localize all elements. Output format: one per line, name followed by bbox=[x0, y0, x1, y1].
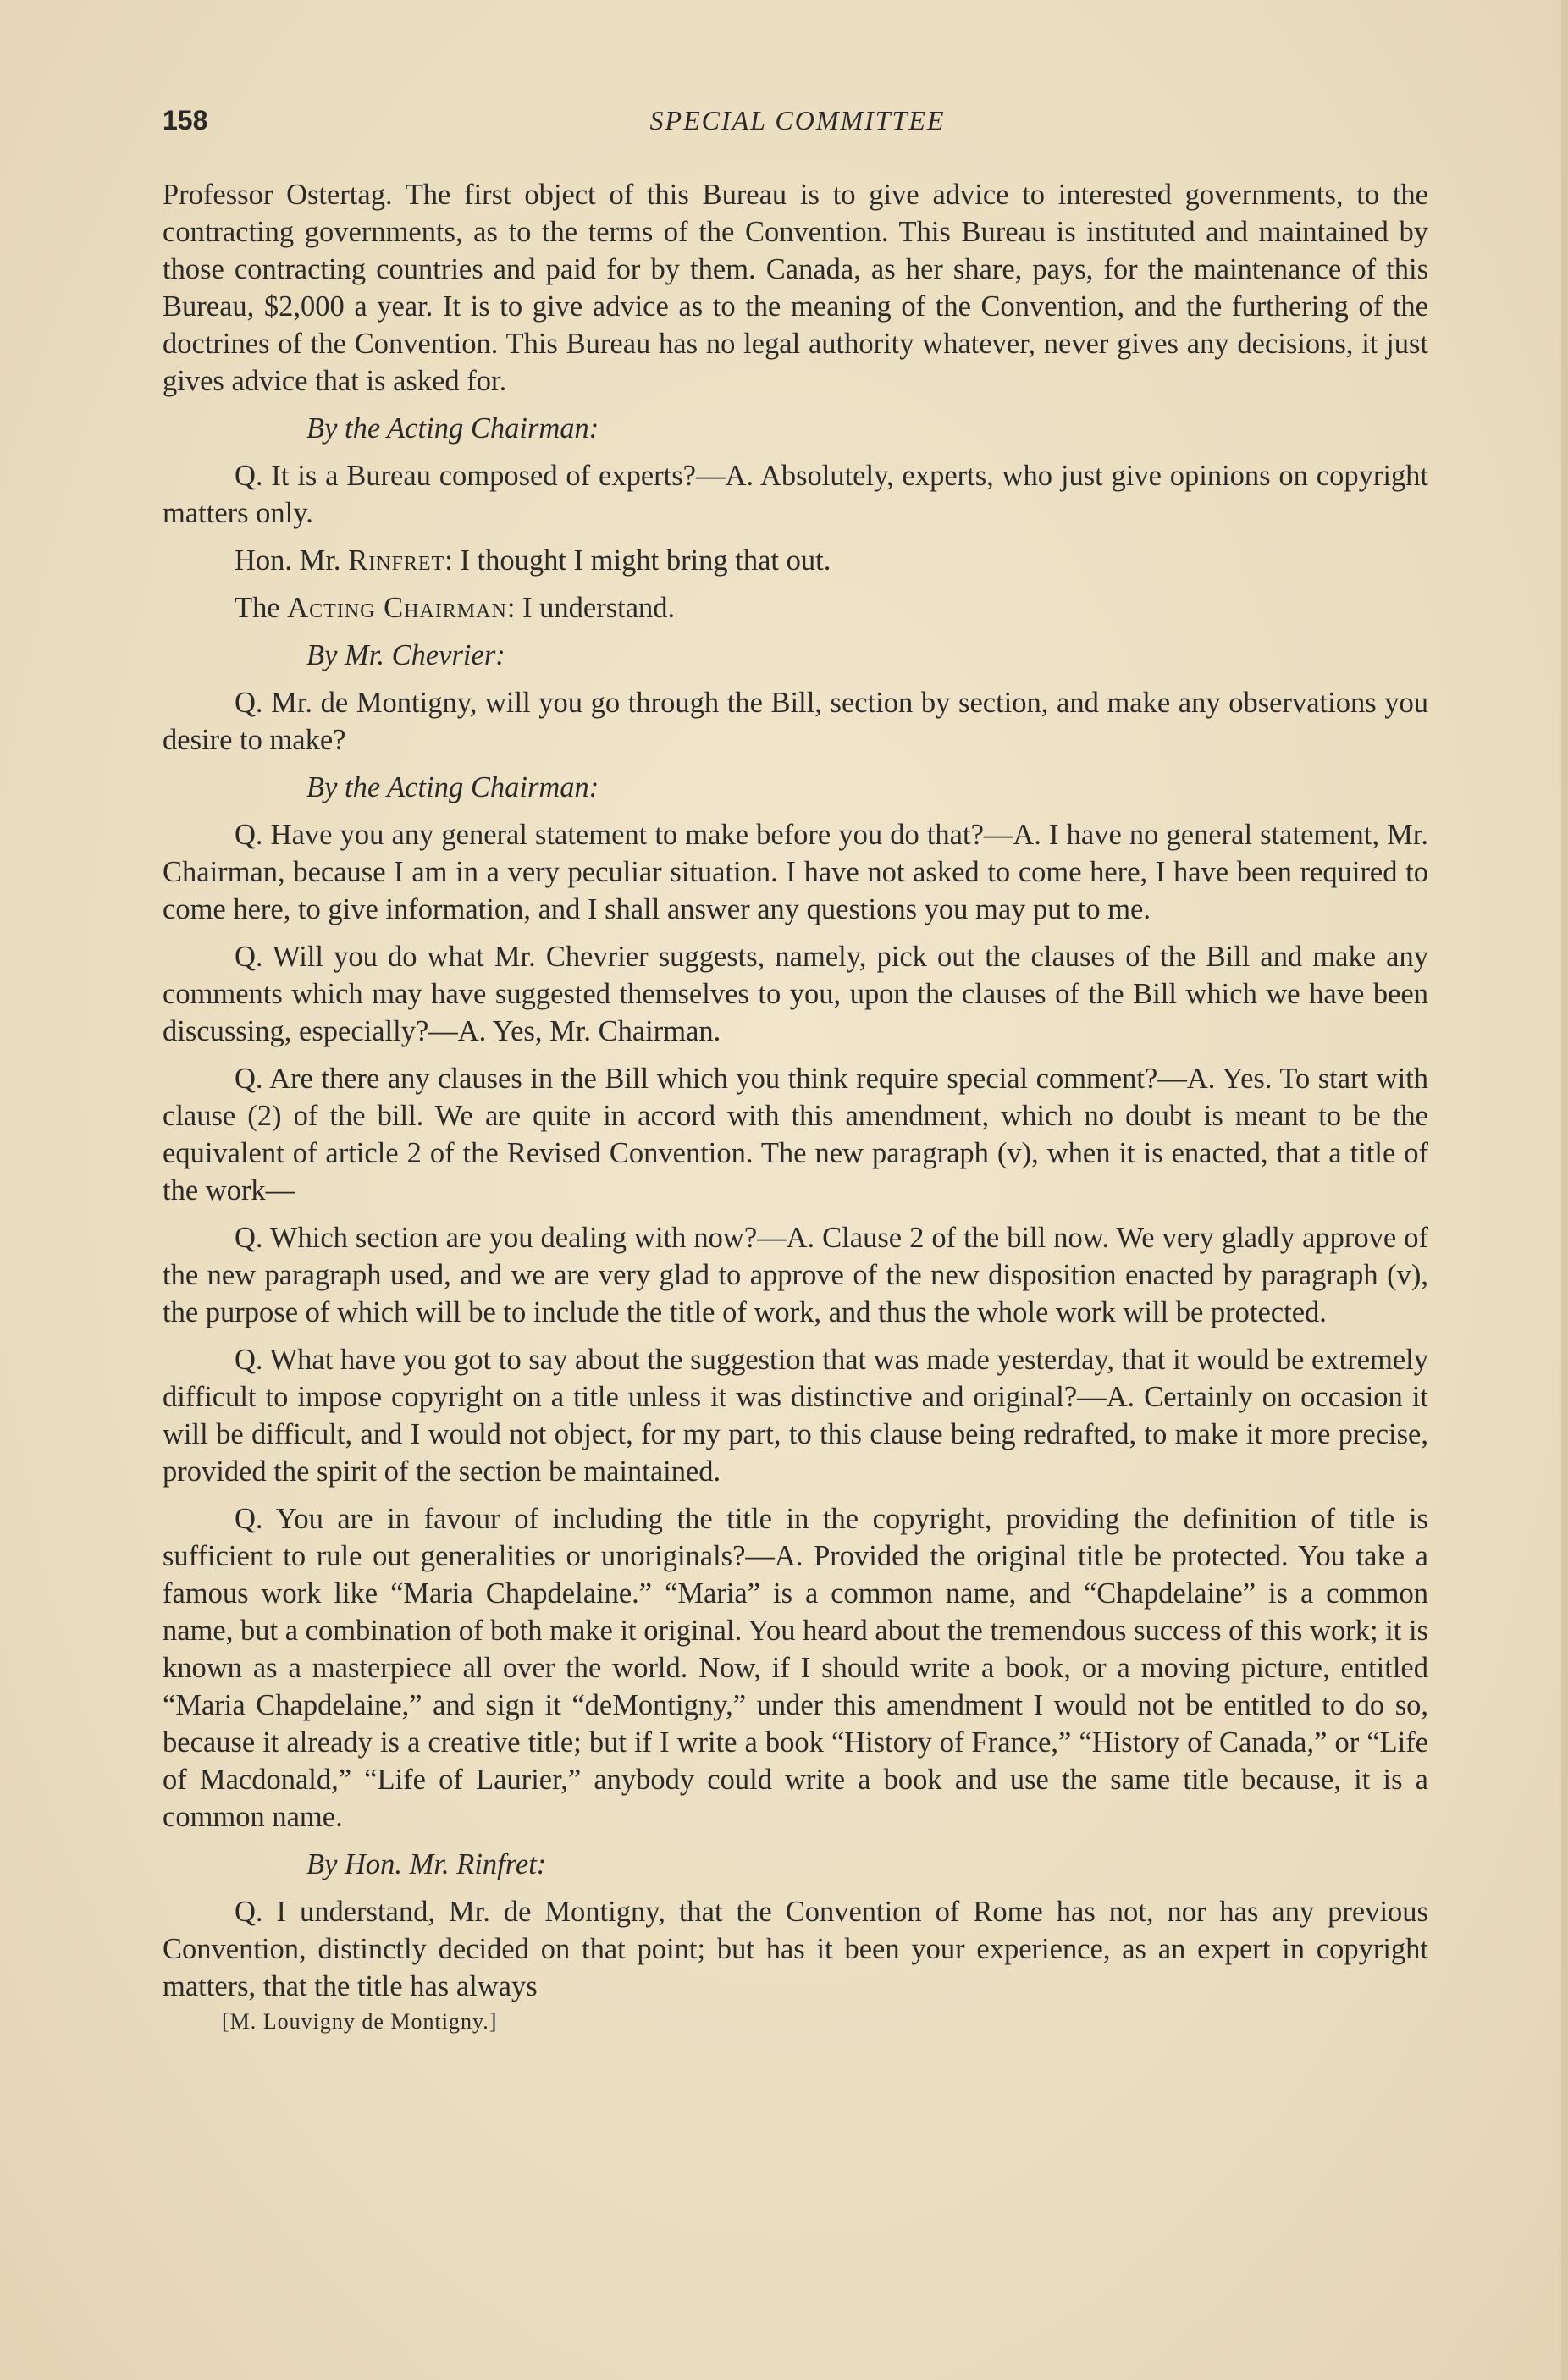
page-edge bbox=[1561, 0, 1568, 2380]
question-answer: Q. Which section are you dealing with now?—A. Clause 2 of the bill now. We very gladly approve of the new paragraph used, and we are very glad to approve of the new disposition enacted by paragraph (v), the purpose of which will be to include the title of work, and thus the whole work will be protected. bbox=[163, 1222, 1428, 1328]
speaker-text: : I thought I might bring that out. bbox=[444, 544, 831, 577]
question-answer: Q. You are in favour of including the title in the copyright, providing the definition of title is sufficient to rule out generalities or unoriginals?—A. Provided the original title be protected. You take a famous work like “Maria Chapdelaine.” “Maria” is a common name, and “Chapdelaine” is a common name, but a combination of both make it original. You heard about the tremendous success of this work; it is known as a masterpiece all over the world. Now, if I should write a book, or a moving picture, entitled “Maria Chapdelaine,” and sign it “deMontigny,” under this amendment I would not be entitled to do so, because it already is a creative title; but if I write a book “History of France,” “History of Canada,” or “Life of Macdonald,” “Life of Laurier,” anybody could write a book and use the same title because, it is a common name. bbox=[163, 1503, 1428, 1833]
page-header bbox=[163, 105, 1433, 147]
byline: By the Acting Chairman: bbox=[306, 412, 599, 445]
page-number: 158 bbox=[163, 105, 208, 135]
question-answer: Q. Have you any general statement to make before you do that?—A. I have no general statement, Mr. Chairman, because I am in a very peculiar situation. I have not asked to come here, I have been required to come here, to give information, and I shall answer any questions you may put to me. bbox=[163, 819, 1428, 925]
speaker-prefix: Hon. Mr. bbox=[235, 544, 341, 577]
paragraph: Professor Ostertag. The first object of this Bureau is to give advice to interested governments, to the contracting governments, as to the terms of the Convention. This Bureau is instituted and maintained by those contracting countries and paid for by them. Canada, as her share, pays, for the maintenance of this Bureau, $2,000 a year. It is to give advice as to the meaning of the Convention, and the furthering of the doctrines of the Convention. This Bureau has no legal authority whatever, never gives any decisions, it just gives advice that is asked for. bbox=[163, 179, 1428, 397]
question-answer: Q. I understand, Mr. de Montigny, that the Convention of Rome has not, nor has any previous Convention, distinctly decided on that point; but has it been your experience, as an expert in copyright matters, that the title has always bbox=[163, 1896, 1428, 2002]
speaker-text: : I understand. bbox=[506, 592, 676, 624]
witness-attribution: [M. Louvigny de Montigny.] bbox=[222, 2009, 498, 2034]
question-answer: Q. It is a Bureau composed of experts?—A. Absolutely, experts, who just give opinions on copyright matters only. bbox=[163, 460, 1428, 529]
byline: By Mr. Chevrier: bbox=[306, 639, 505, 671]
speaker-prefix: The bbox=[235, 592, 280, 624]
page-body bbox=[163, 176, 1428, 2037]
question-answer: Q. Mr. de Montigny, will you go through the Bill, section by section, and make any observations you desire to make? bbox=[163, 687, 1428, 756]
speaker-name: Acting Chairman bbox=[287, 592, 507, 624]
question-answer: Q. What have you got to say about the suggestion that was made yesterday, that it would be extremely difficult to impose copyright on a title unless it was distinctive and original?—A. Certainly on occasion it will be difficult, and I would not object, for my part, to this clause being redrafted, to make it more precise, provided the spirit of the section be maintained. bbox=[163, 1344, 1428, 1488]
speaker-line bbox=[235, 542, 1428, 579]
byline: By the Acting Chairman: bbox=[306, 771, 599, 803]
speaker-name: Rinfret bbox=[348, 544, 445, 577]
question-answer: Q. Are there any clauses in the Bill which you think require special comment?—A. Yes. To start with clause (2) of the bill. We are quite in accord with this amendment, which no doubt is meant to be the equivalent of article 2 of the Revised Convention. The new paragraph (v), when it is enacted, that a title of the work— bbox=[163, 1063, 1428, 1207]
speaker-line bbox=[235, 589, 1428, 627]
running-head: SPECIAL COMMITTEE bbox=[649, 105, 946, 135]
byline: By Hon. Mr. Rinfret: bbox=[306, 1848, 547, 1880]
question-answer: Q. Will you do what Mr. Chevrier suggests, namely, pick out the clauses of the Bill and make any comments which may have suggested themselves to you, upon the clauses of the Bill which we have been discussing, especially?—A. Yes, Mr. Chairman. bbox=[163, 941, 1428, 1047]
